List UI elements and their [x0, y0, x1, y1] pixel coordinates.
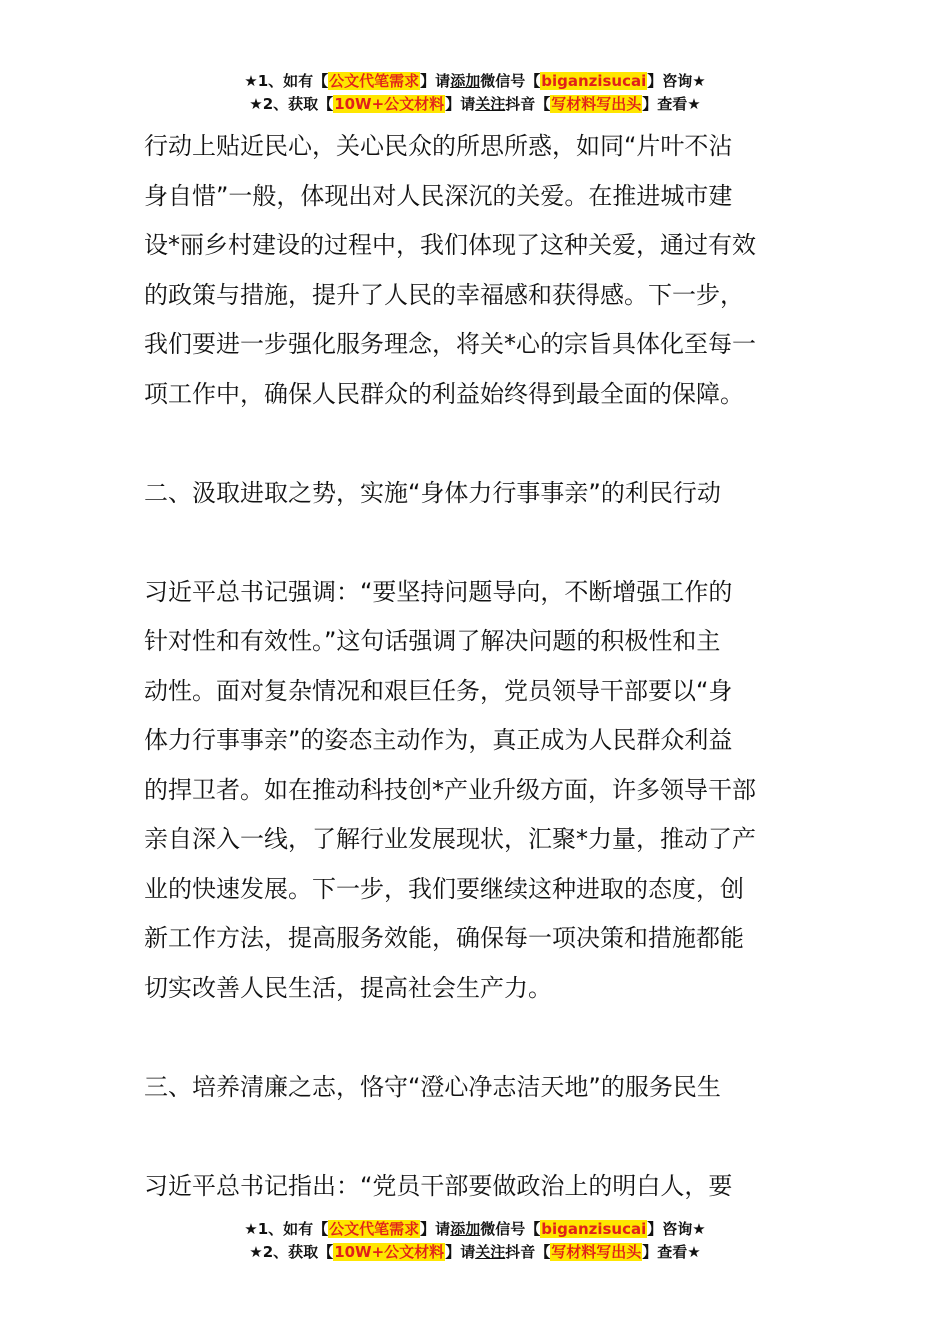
heading-text: 三、培养清廉之志，恪守“澄心净志洁天地”的服务民生: [144, 1072, 721, 1101]
banner-underlined: 添加: [450, 72, 481, 90]
banner-text: 抖音【: [505, 1243, 551, 1261]
text-line: 设*丽乡村建设的过程中，我们体现了这种关爱，通过有效: [144, 231, 756, 259]
paragraph-gap: [144, 419, 808, 469]
banner-highlight: 公文代笔需求: [329, 1220, 420, 1238]
text-line: 体力行事事亲”的姿态主动作为，真正成为人民群众利益: [144, 726, 733, 754]
banner-underlined: 关注: [475, 95, 506, 113]
section-heading-3: [144, 1063, 808, 1113]
text-line: 亲自深入一线，了解行业发展现状，汇聚*力量，推动了产: [144, 825, 756, 853]
banner-highlight: 写材料写出头: [551, 1243, 642, 1261]
banner-suffix: 】咨询★: [647, 1220, 706, 1238]
banner-prefix: ★2、获取【: [249, 1243, 334, 1261]
text-line: 习近平总书记强调：“要坚持问题导向，不断增强工作的: [144, 577, 733, 606]
banner-suffix: 】咨询★: [647, 72, 706, 90]
text-line: 切实改善人民生活，提高社会生产力。: [144, 973, 552, 1002]
banner-underlined: 添加: [450, 1220, 481, 1238]
banner-line-1: [0, 70, 950, 93]
text-line: 业的快速发展。下一步，我们要继续这种进取的态度，创: [144, 874, 744, 903]
banner-text: 】请: [445, 1243, 476, 1261]
banner-highlight: 10W+公文材料: [334, 95, 445, 113]
top-banner: [0, 70, 950, 116]
banner-text: 抖音【: [505, 95, 551, 113]
text-line: 我们要进一步强化服务理念，将关*心的宗旨具体化至每一: [144, 330, 756, 358]
bottom-banner: [0, 1218, 950, 1264]
paragraph-3: [144, 1162, 808, 1212]
text-line: 行动上贴近民心，关心民众的所思所惑，如同“片叶不沾: [144, 132, 733, 160]
banner-text: 】请: [420, 1220, 451, 1238]
banner-text: 】请: [445, 95, 476, 113]
banner-underlined: 关注: [475, 1243, 506, 1261]
text-line: 针对性和有效性。”这句话强调了解决问题的积极性和主: [144, 627, 721, 655]
text-line: 身自惜”一般，体现出对人民深沉的关爱。在推进城市建: [144, 181, 733, 210]
banner-text: 微信号【: [480, 1220, 541, 1238]
text-line: 的政策与措施，提升了人民的幸福感和获得感。下一步，: [144, 280, 744, 309]
banner-line-2: [0, 93, 950, 116]
banner-prefix: ★2、获取【: [249, 95, 334, 113]
banner-line-1: [0, 1218, 950, 1241]
heading-text: 二、汲取进取之势，实施“身体力行事事亲”的利民行动: [144, 478, 721, 507]
text-line: 动性。面对复杂情况和艰巨任务，党员领导干部要以“身: [144, 676, 733, 705]
paragraph-gap: [144, 518, 808, 568]
paragraph-gap: [144, 1112, 808, 1162]
banner-highlight: biganzisucai: [541, 1220, 647, 1238]
banner-suffix: 】查看★: [642, 95, 701, 113]
text-line: 的捍卫者。如在推动科技创*产业升级方面，许多领导干部: [144, 775, 756, 804]
banner-suffix: 】查看★: [642, 1243, 701, 1261]
banner-prefix: ★1、如有【: [244, 72, 329, 90]
text-line: 习近平总书记指出：“党员干部要做政治上的明白人，要: [144, 1171, 733, 1200]
banner-text: 】请: [420, 72, 451, 90]
banner-highlight: 写材料写出头: [551, 95, 642, 113]
banner-prefix: ★1、如有【: [244, 1220, 329, 1238]
banner-highlight: 公文代笔需求: [329, 72, 420, 90]
paragraph-1: [144, 122, 808, 419]
paragraph-2: [144, 568, 808, 1014]
banner-highlight: 10W+公文材料: [334, 1243, 445, 1261]
text-line: 新工作方法，提高服务效能，确保每一项决策和措施都能: [144, 924, 744, 952]
banner-highlight: biganzisucai: [541, 72, 647, 90]
text-line: 项工作中，确保人民群众的利益始终得到最全面的保障。: [144, 379, 744, 408]
document-body: [144, 122, 808, 1211]
paragraph-gap: [144, 1013, 808, 1063]
section-heading-2: [144, 469, 808, 519]
banner-text: 微信号【: [480, 72, 541, 90]
banner-line-2: [0, 1241, 950, 1264]
